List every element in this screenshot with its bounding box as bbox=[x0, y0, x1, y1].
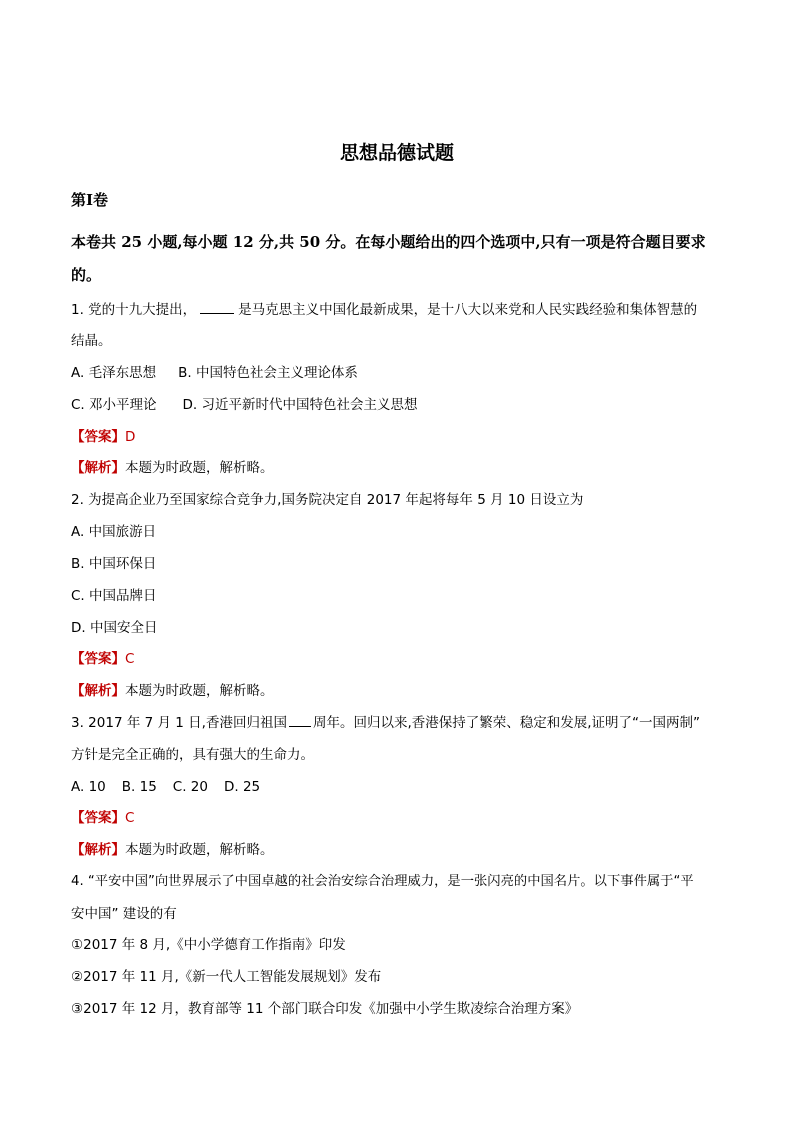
option-a: A. 毛泽东思想 bbox=[71, 365, 157, 381]
answer-blank bbox=[289, 714, 311, 727]
answer-label: 【答案】 bbox=[71, 810, 125, 826]
question-1-stem-cont: 结晶。 bbox=[71, 333, 112, 349]
section-heading: 第I卷 bbox=[71, 191, 109, 209]
question-3-stem-cont: 方针是完全正确的，具有强大的生命力。 bbox=[71, 747, 314, 763]
analysis-label: 【解析】 bbox=[71, 460, 125, 476]
question-3-stem-end: 周年。回归以来,香港保持了繁荣、稳定和发展,证明了“一国两制” bbox=[312, 715, 701, 731]
question-2-option-a: A. 中国旅游日 bbox=[71, 524, 157, 540]
instructions-line-1: 本卷共 25 小题,每小题 12 分,共 50 分。在每小题给出的四个选项中,只有一项是符合题目要求 bbox=[71, 233, 706, 251]
option-c: C. 20 bbox=[172, 779, 208, 795]
instructions-line-2: 的。 bbox=[71, 266, 102, 284]
question-1-analysis bbox=[71, 458, 274, 478]
option-b: B. 中国特色社会主义理论体系 bbox=[178, 365, 358, 381]
question-2-stem: 2. 为提高企业乃至国家综合竞争力,国务院决定自 2017 年起将每年 5 月 10 日设立为 bbox=[71, 492, 584, 508]
question-3-stem-start: 3. 2017 年 7 月 1 日,香港回归祖国 bbox=[71, 715, 287, 731]
question-4-item-3: ③2017 年 12 月，教育部等 11 个部门联合印发《加强中小学生欺凌综合治理方案》 bbox=[71, 1001, 579, 1017]
analysis-text: 本题为时政题，解析略。 bbox=[125, 842, 274, 858]
answer-blank bbox=[200, 301, 234, 314]
option-d: D. 习近平新时代中国特色社会主义思想 bbox=[182, 397, 418, 413]
question-2-analysis bbox=[71, 681, 274, 701]
analysis-label: 【解析】 bbox=[71, 683, 125, 699]
answer-label: 【答案】 bbox=[71, 429, 125, 445]
question-4-item-1: ①2017 年 8 月,《中小学德育工作指南》印发 bbox=[71, 937, 346, 953]
question-4-stem: 4. “平安中国”向世界展示了中国卓越的社会治安综合治理威力，是一张闪亮的中国名片。以下事件属于“平 bbox=[71, 874, 694, 889]
question-2-answer bbox=[71, 649, 134, 669]
option-b: B. 15 bbox=[121, 779, 157, 795]
question-1-options-row-2 bbox=[71, 395, 418, 415]
analysis-label: 【解析】 bbox=[71, 842, 125, 858]
option-c: C. 邓小平理论 bbox=[71, 397, 157, 413]
option-a: A. 10 bbox=[71, 779, 106, 795]
question-1-stem bbox=[71, 300, 697, 320]
question-3-analysis bbox=[71, 840, 274, 860]
question-1-stem-start: 1. 党的十九大提出， bbox=[71, 302, 197, 318]
question-3-stem bbox=[71, 713, 700, 733]
question-4-item-2: ②2017 年 11 月,《新一代人工智能发展规划》发布 bbox=[71, 969, 382, 985]
question-1-answer bbox=[71, 427, 135, 447]
analysis-text: 本题为时政题，解析略。 bbox=[125, 460, 274, 476]
question-2-option-d: D. 中国安全日 bbox=[71, 620, 158, 636]
question-1-options-row-1 bbox=[71, 363, 358, 383]
analysis-text: 本题为时政题，解析略。 bbox=[125, 683, 274, 699]
answer-label: 【答案】 bbox=[71, 651, 125, 667]
answer-value: D bbox=[125, 429, 136, 445]
answer-value: C bbox=[125, 651, 135, 667]
answer-value: C bbox=[125, 810, 135, 826]
question-1-stem-end: 是马克思主义中国化最新成果，是十八大以来党和人民实践经验和集体智慧的 bbox=[238, 302, 698, 318]
question-2-option-c: C. 中国品牌日 bbox=[71, 588, 157, 604]
question-3-options bbox=[71, 777, 260, 797]
page-title: 思想品德试题 bbox=[339, 142, 454, 164]
question-4-stem-cont: 安中国” 建设的有 bbox=[71, 906, 177, 922]
question-3-answer bbox=[71, 808, 134, 828]
option-d: D. 25 bbox=[223, 779, 261, 795]
question-2-option-b: B. 中国环保日 bbox=[71, 556, 157, 572]
